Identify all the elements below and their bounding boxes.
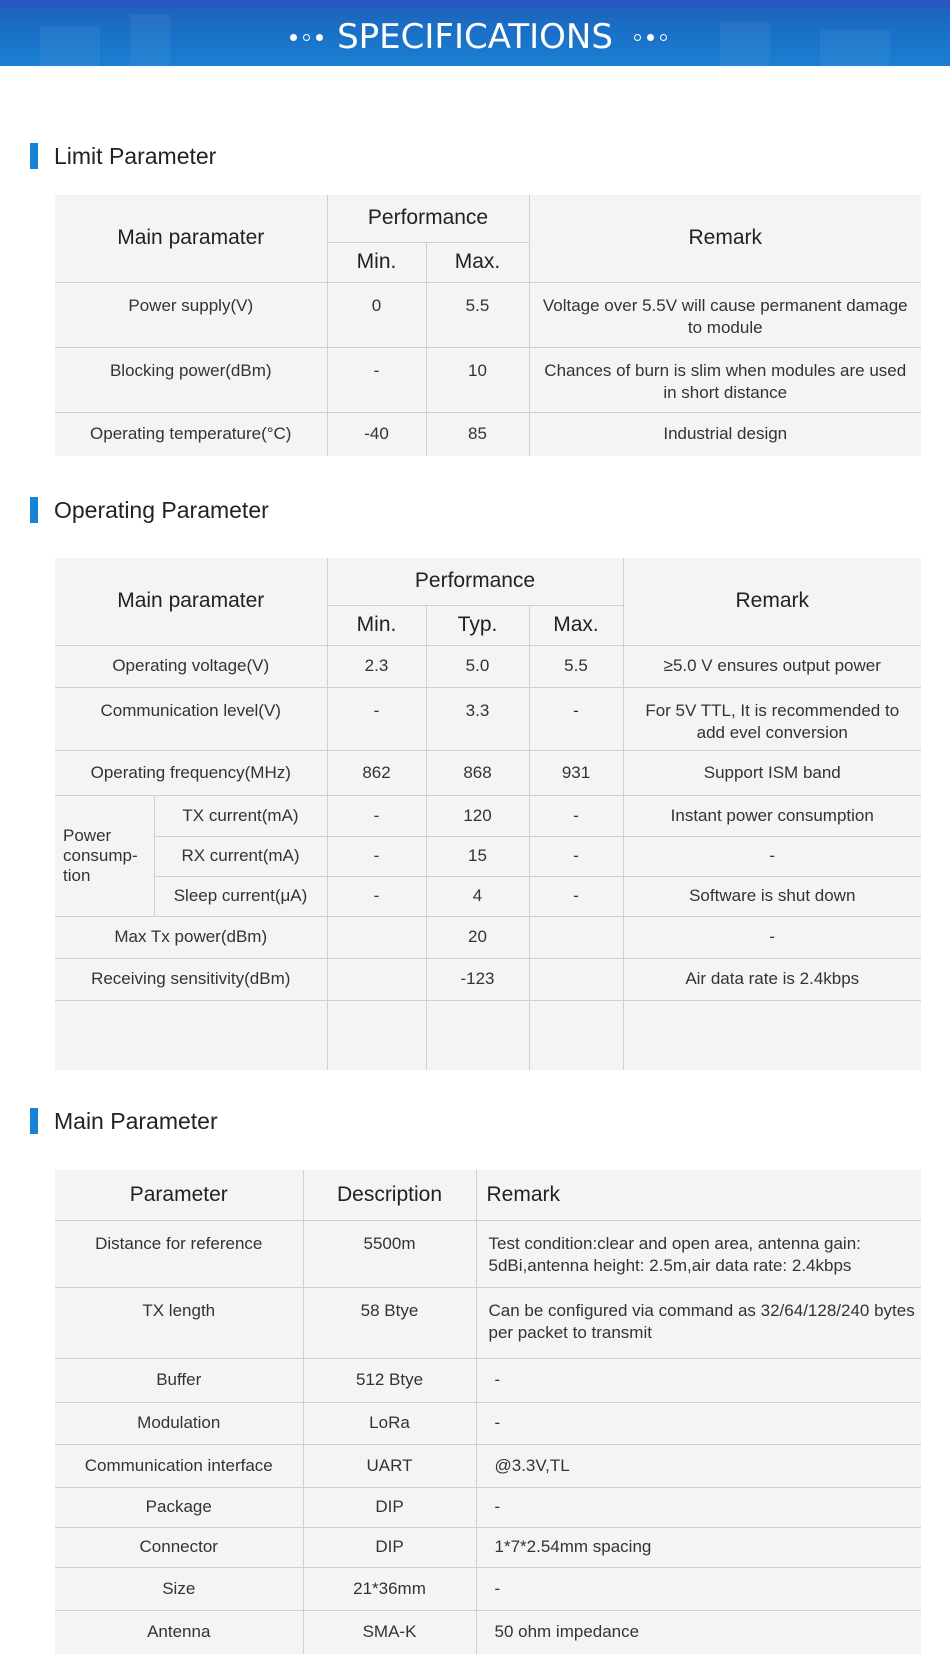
- remark-cell: Support ISM band: [623, 750, 921, 795]
- header-remark: Remark: [529, 195, 921, 282]
- max-cell: -: [529, 687, 623, 750]
- table-row: [55, 836, 921, 876]
- table-row: [55, 412, 921, 456]
- max-cell: 10: [426, 347, 529, 412]
- remark-cell: -: [623, 836, 921, 876]
- remark-cell: 50 ohm impedance: [476, 1610, 921, 1654]
- desc-cell: 58 Btye: [303, 1287, 476, 1358]
- table-row: [55, 958, 921, 1000]
- remark-cell: ≥5.0 V ensures output power: [623, 645, 921, 687]
- remark-cell: -: [476, 1567, 921, 1610]
- header-typ: Typ.: [426, 605, 529, 645]
- param-cell: Power supply(V): [55, 282, 327, 347]
- main-section-title: Main Parameter: [54, 1107, 218, 1134]
- typ-cell: 15: [426, 836, 529, 876]
- min-cell: [327, 958, 426, 1000]
- param-cell: Distance for reference: [55, 1220, 303, 1287]
- table-row: [55, 1567, 921, 1610]
- typ-cell: 120: [426, 795, 529, 836]
- param-cell: Modulation: [55, 1402, 303, 1444]
- min-cell: -40: [327, 412, 426, 456]
- min-cell: -: [327, 836, 426, 876]
- header-max: Max.: [426, 242, 529, 282]
- operating-parameter-table: [55, 558, 921, 1070]
- table-row: [55, 645, 921, 687]
- banner-top-stripe: [0, 0, 950, 8]
- min-cell: 2.3: [327, 645, 426, 687]
- param-cell: RX current(mA): [154, 836, 327, 876]
- param-cell: TX length: [55, 1287, 303, 1358]
- table-row: [55, 876, 921, 916]
- header-performance: Performance: [327, 558, 623, 605]
- table-row: [55, 795, 921, 836]
- header-min: Min.: [327, 605, 426, 645]
- max-cell: 5.5: [426, 282, 529, 347]
- param-cell: Blocking power(dBm): [55, 347, 327, 412]
- empty-table-row: [55, 1000, 921, 1070]
- header-max: Max.: [529, 605, 623, 645]
- limit-section-heading: [30, 143, 216, 169]
- min-cell: -: [327, 347, 426, 412]
- param-cell: Size: [55, 1567, 303, 1610]
- max-cell: 85: [426, 412, 529, 456]
- desc-cell: DIP: [303, 1487, 476, 1527]
- min-cell: 862: [327, 750, 426, 795]
- table-row: [55, 687, 921, 750]
- param-cell: Antenna: [55, 1610, 303, 1654]
- max-cell: 931: [529, 750, 623, 795]
- table-row: [55, 1358, 921, 1402]
- remark-cell: -: [476, 1487, 921, 1527]
- param-cell: Operating frequency(MHz): [55, 750, 327, 795]
- empty-cell: [55, 1000, 327, 1070]
- remark-cell: -: [476, 1358, 921, 1402]
- remark-cell: Instant power consumption: [623, 795, 921, 836]
- table-row: [55, 347, 921, 412]
- typ-cell: 4: [426, 876, 529, 916]
- header-performance: Performance: [327, 195, 529, 242]
- empty-cell: [529, 1000, 623, 1070]
- max-cell: -: [529, 836, 623, 876]
- table-row: [55, 1527, 921, 1567]
- param-cell: Communication interface: [55, 1444, 303, 1487]
- empty-cell: [327, 1000, 426, 1070]
- remark-cell: 1*7*2.54mm spacing: [476, 1527, 921, 1567]
- remark-cell: Can be configured via command as 32/64/128/240 bytes per packet to transmit: [476, 1287, 921, 1358]
- table-row: [55, 916, 921, 958]
- typ-cell: 3.3: [426, 687, 529, 750]
- remark-cell: Industrial design: [529, 412, 921, 456]
- param-cell: Operating voltage(V): [55, 645, 327, 687]
- section-accent-bar: [30, 143, 38, 169]
- empty-cell: [623, 1000, 921, 1070]
- operating-section-heading: [30, 497, 269, 523]
- table-row: [55, 1444, 921, 1487]
- remark-cell: Test condition:clear and open area, antenna gain: 5dBi,antenna height: 2.5m,air data rate: 2.4kbps: [476, 1220, 921, 1287]
- max-cell: -: [529, 795, 623, 836]
- section-accent-bar: [30, 497, 38, 523]
- desc-cell: 5500m: [303, 1220, 476, 1287]
- min-cell: [327, 916, 426, 958]
- table-row: [55, 282, 921, 347]
- power-consumption-group-label: Power consump-tion: [55, 795, 154, 916]
- param-cell: Max Tx power(dBm): [55, 916, 327, 958]
- operating-section-title: Operating Parameter: [54, 496, 269, 523]
- remark-cell: @3.3V,TL: [476, 1444, 921, 1487]
- table-row: [55, 1220, 921, 1287]
- desc-cell: LoRa: [303, 1402, 476, 1444]
- param-cell: TX current(mA): [154, 795, 327, 836]
- max-cell: 5.5: [529, 645, 623, 687]
- table-row: [55, 1487, 921, 1527]
- empty-cell: [426, 1000, 529, 1070]
- remark-cell: Software is shut down: [623, 876, 921, 916]
- table-row: [55, 750, 921, 795]
- main-section-heading: [30, 1108, 218, 1134]
- typ-cell: 868: [426, 750, 529, 795]
- param-cell: Communication level(V): [55, 687, 327, 750]
- desc-cell: DIP: [303, 1527, 476, 1567]
- remark-cell: For 5V TTL, It is recommended to add evel conversion: [623, 687, 921, 750]
- remark-cell: Air data rate is 2.4kbps: [623, 958, 921, 1000]
- typ-cell: 20: [426, 916, 529, 958]
- header-main-param: Main paramater: [55, 558, 327, 645]
- remark-cell: -: [623, 916, 921, 958]
- header-main-param: Main paramater: [55, 195, 327, 282]
- header-description: Description: [303, 1170, 476, 1220]
- min-cell: -: [327, 795, 426, 836]
- right-dots-icon: [634, 32, 667, 42]
- header-min: Min.: [327, 242, 426, 282]
- remark-cell: Voltage over 5.5V will cause permanent damage to module: [529, 282, 921, 347]
- param-cell: Buffer: [55, 1358, 303, 1402]
- section-accent-bar: [30, 1108, 38, 1134]
- page-title: SPECIFICATIONS: [337, 17, 613, 57]
- remark-cell: Chances of burn is slim when modules are used in short distance: [529, 347, 921, 412]
- table-row: [55, 1402, 921, 1444]
- limit-section-title: Limit Parameter: [54, 142, 217, 169]
- desc-cell: 512 Btye: [303, 1358, 476, 1402]
- param-cell: Connector: [55, 1527, 303, 1567]
- max-cell: [529, 916, 623, 958]
- typ-cell: 5.0: [426, 645, 529, 687]
- param-cell: Operating temperature(°C): [55, 412, 327, 456]
- max-cell: -: [529, 876, 623, 916]
- max-cell: [529, 958, 623, 1000]
- table-row: [55, 1287, 921, 1358]
- header-parameter: Parameter: [55, 1170, 303, 1220]
- min-cell: -: [327, 876, 426, 916]
- remark-cell: -: [476, 1402, 921, 1444]
- min-cell: 0: [327, 282, 426, 347]
- limit-parameter-table: [55, 195, 921, 456]
- min-cell: -: [327, 687, 426, 750]
- main-parameter-table: [55, 1170, 921, 1654]
- header-remark: Remark: [623, 558, 921, 645]
- header-remark: Remark: [476, 1170, 921, 1220]
- param-cell: Sleep current(μA): [154, 876, 327, 916]
- specifications-banner: [0, 0, 950, 66]
- typ-cell: -123: [426, 958, 529, 1000]
- desc-cell: UART: [303, 1444, 476, 1487]
- desc-cell: SMA-K: [303, 1610, 476, 1654]
- param-cell: Package: [55, 1487, 303, 1527]
- desc-cell: 21*36mm: [303, 1567, 476, 1610]
- param-cell: Receiving sensitivity(dBm): [55, 958, 327, 1000]
- table-row: [55, 1610, 921, 1654]
